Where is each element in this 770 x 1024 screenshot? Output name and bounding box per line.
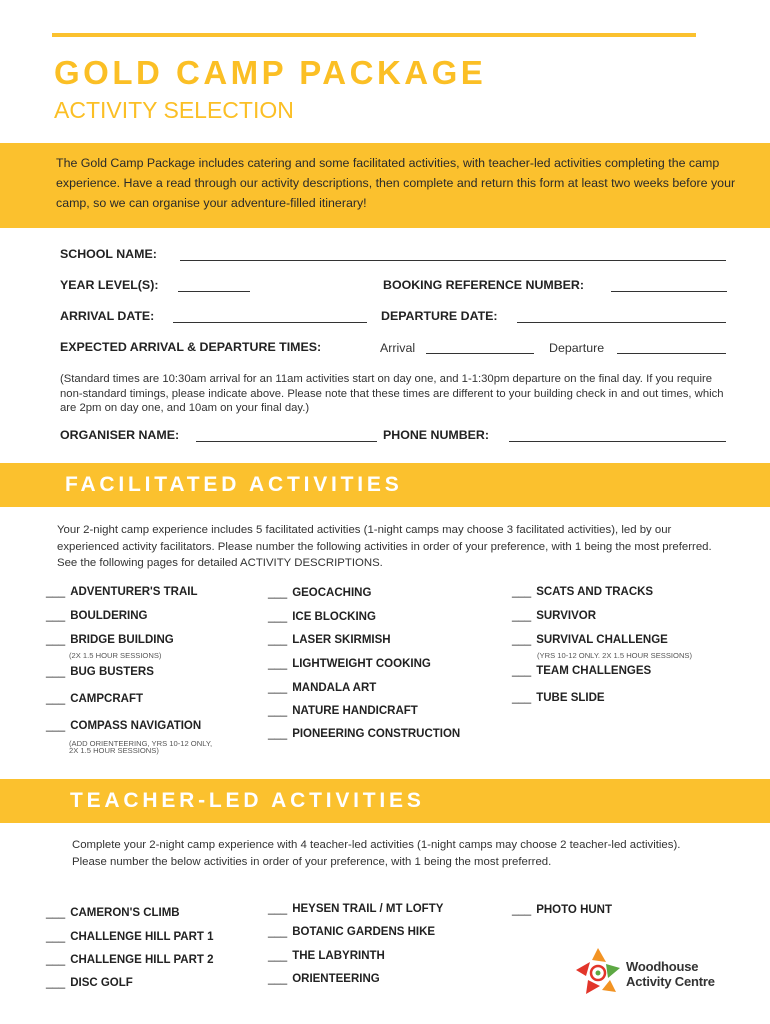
activity-bouldering[interactable]: ___ BOULDERING <box>46 610 148 622</box>
activity-lightweight-cooking[interactable]: ___ LIGHTWEIGHT COOKING <box>268 658 431 670</box>
activity-bridge-building[interactable]: ___ BRIDGE BUILDING <box>46 634 174 646</box>
activity-botanic-gardens-hike[interactable]: ___ BOTANIC GARDENS HIKE <box>268 926 436 938</box>
booking-ref-label: BOOKING REFERENCE NUMBER: <box>383 278 585 292</box>
page-title: GOLD CAMP PACKAGE <box>54 54 487 91</box>
arrival-time-label: Arrival <box>380 341 416 355</box>
compass-navigation-note-2: 2X 1.5 HOUR SESSIONS) <box>69 746 159 755</box>
activity-photo-hunt[interactable]: ___ PHOTO HUNT <box>512 904 613 916</box>
activity-challenge-hill-2[interactable]: ___ CHALLENGE HILL PART 2 <box>46 954 214 966</box>
activity-disc-golf[interactable]: ___ DISC GOLF <box>46 977 133 989</box>
activity-geocaching[interactable]: ___ GEOCACHING <box>268 587 372 599</box>
facilitated-intro: Your 2-night camp experience includes 5 facilitated activities (1-night camps may choose 3 facilitated activities), led by our experienced activity facilitators. Please number the following activities in order of your preference, with 1 being the most preferred. See the following pages for detailed ACTIVITY DESCRIPTIONS. <box>57 524 712 570</box>
departure-date-field[interactable] <box>517 322 726 323</box>
logo-text-line2: Activity Centre <box>626 974 715 989</box>
activity-challenge-hill-1[interactable]: ___ CHALLENGE HILL PART 1 <box>46 931 214 943</box>
times-label: EXPECTED ARRIVAL & DEPARTURE TIMES: <box>60 340 322 354</box>
teacher-led-heading: TEACHER-LED ACTIVITIES <box>70 789 425 812</box>
activity-laser-skirmish[interactable]: ___ LASER SKIRMISH <box>268 634 391 646</box>
activity-campcraft[interactable]: ___ CAMPCRAFT <box>46 693 144 705</box>
times-note: (Standard times are 10:30am arrival for an 11am activities start on day one, and 1-1:30pm departure on the final day. If you require non-standard timings, please indicate above. Please note that these times are different to your building check in and out times, which are 2pm on day one, and 10am on your final day.) <box>60 373 724 414</box>
woodhouse-logo-icon <box>572 946 624 998</box>
activity-survival-challenge[interactable]: ___ SURVIVAL CHALLENGE <box>512 634 668 646</box>
departure-date-label: DEPARTURE DATE: <box>381 309 498 323</box>
activity-nature-handicraft[interactable]: ___ NATURE HANDICRAFT <box>268 705 418 717</box>
arrival-date-label: ARRIVAL DATE: <box>60 309 155 323</box>
activity-ice-blocking[interactable]: ___ ICE BLOCKING <box>268 611 376 623</box>
departure-time-label: Departure <box>549 341 605 355</box>
year-levels-label: YEAR LEVEL(S): <box>60 278 159 292</box>
year-levels-field[interactable] <box>178 291 250 292</box>
phone-field[interactable] <box>509 441 726 442</box>
organiser-field[interactable] <box>196 441 377 442</box>
activity-the-labyrinth[interactable]: ___ THE LABYRINTH <box>268 950 385 962</box>
activity-mandala-art[interactable]: ___ MANDALA ART <box>268 682 377 694</box>
activity-orienteering[interactable]: ___ ORIENTEERING <box>268 973 380 985</box>
top-rule <box>52 33 696 37</box>
booking-ref-field[interactable] <box>611 291 727 292</box>
compass-navigation-note-1: (ADD ORIENTEERING, YRS 10-12 ONLY, <box>69 739 213 748</box>
activity-survivor[interactable]: ___ SURVIVOR <box>512 610 597 622</box>
activity-adventurers-trail[interactable]: ___ ADVENTURER'S TRAIL <box>46 586 198 598</box>
intro-text: The Gold Camp Package includes catering and some facilitated activities, with teacher-led activities completing the camp experience. Have a read through our activity descriptions, then complete and return this form at least two weeks before your camp, so we can organise your adventure-filled itinerary! <box>56 156 736 210</box>
bridge-building-note: (2X 1.5 HOUR SESSIONS) <box>69 651 162 660</box>
organiser-label: ORGANISER NAME: <box>60 428 180 442</box>
activity-team-challenges[interactable]: ___ TEAM CHALLENGES <box>512 665 652 677</box>
activity-camerons-climb[interactable]: ___ CAMERON'S CLIMB <box>46 907 180 919</box>
arrival-date-field[interactable] <box>173 322 367 323</box>
activity-pioneering-construction[interactable]: ___ PIONEERING CONSTRUCTION <box>268 728 461 740</box>
activity-scats-and-tracks[interactable]: ___ SCATS AND TRACKS <box>512 586 654 598</box>
activity-tube-slide[interactable]: ___ TUBE SLIDE <box>512 692 605 704</box>
school-name-field[interactable] <box>180 260 726 261</box>
departure-time-field[interactable] <box>617 353 726 354</box>
arrival-time-field[interactable] <box>426 353 534 354</box>
phone-label: PHONE NUMBER: <box>383 428 490 442</box>
logo-text-line1: Woodhouse <box>626 959 699 974</box>
teacher-led-intro: Complete your 2-night camp experience with 4 teacher-led activities (1-night camps may choose 2 teacher-led activities). Please number the below activities in order of your preference, with 1 being the most preferred. <box>72 839 681 868</box>
facilitated-heading: FACILITATED ACTIVITIES <box>65 473 403 496</box>
survival-challenge-note: (YRS 10-12 ONLY. 2X 1.5 HOUR SESSIONS) <box>537 651 693 660</box>
activity-heysen-trail[interactable]: ___ HEYSEN TRAIL / MT LOFTY <box>268 903 444 915</box>
page-subtitle: ACTIVITY SELECTION <box>54 97 294 123</box>
school-name-label: SCHOOL NAME: <box>60 247 157 261</box>
activity-bug-busters[interactable]: ___ BUG BUSTERS <box>46 666 154 678</box>
activity-compass-navigation[interactable]: ___ COMPASS NAVIGATION <box>46 720 202 732</box>
